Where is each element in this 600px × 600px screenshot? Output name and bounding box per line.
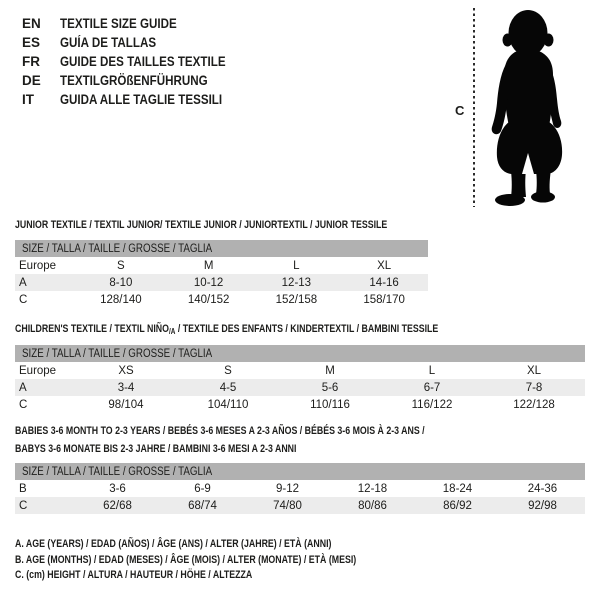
- size-cell: 110/116: [310, 398, 350, 411]
- footnote-a: [15, 537, 442, 553]
- guide-title-es: GUÍA DE TALLAS: [60, 35, 157, 50]
- junior-section-title-text: JUNIOR TEXTILE / TEXTIL JUNIOR/ TEXTILE JUNIOR / JUNIORTEXTIL / JUNIOR TESSILE: [15, 219, 388, 231]
- row-label: C: [19, 398, 28, 411]
- junior-section-title: [15, 216, 480, 234]
- size-cell: 24-36: [527, 482, 558, 495]
- language-code: IT: [22, 92, 34, 107]
- row-label: Europe: [19, 259, 57, 272]
- size-cell: 92/98: [528, 499, 557, 512]
- table-row-height: [15, 497, 585, 514]
- row-label: A: [19, 276, 27, 289]
- size-cell: 14-16: [369, 276, 399, 289]
- size-cell: 4-5: [219, 381, 237, 394]
- table-row-height: [15, 396, 585, 413]
- language-row-it: [22, 90, 253, 109]
- size-cell: XL: [526, 364, 542, 377]
- size-cell: 3-6: [109, 482, 126, 495]
- size-cell: 152/158: [275, 293, 318, 306]
- size-cell: 158/170: [363, 293, 405, 306]
- language-row-de: [22, 71, 253, 90]
- row-label: A: [19, 381, 27, 394]
- children-section-title: [15, 320, 544, 341]
- size-cell: 122/128: [513, 398, 555, 411]
- size-cell: 6-7: [423, 381, 441, 394]
- size-cell: 86/92: [443, 499, 472, 512]
- title-prefix: CHILDREN'S TEXTILE / TEXTIL NIÑO: [15, 323, 169, 335]
- language-row-en: [22, 14, 253, 33]
- table-row-height: [15, 291, 428, 308]
- footnote-c-text: C. (cm) HEIGHT / ALTURA / HAUTEUR / HÖHE / ALTEZZA: [15, 569, 253, 581]
- babies-title-line1: BABIES 3-6 MONTH TO 2-3 YEARS / BEBÉS 3-6 MESES A 2-3 AÑOS / BÉBÉS 3-6 MOIS À 2-3 ANS /: [15, 425, 425, 437]
- language-code: ES: [22, 35, 41, 50]
- size-cell: 7-8: [525, 381, 543, 394]
- junior-size-table: [15, 240, 428, 308]
- children-size-table: [15, 345, 585, 413]
- size-cell: 98/104: [108, 398, 144, 411]
- title-subscript: /A: [168, 327, 176, 336]
- language-code: EN: [22, 16, 41, 31]
- size-cell: 12-13: [281, 276, 312, 289]
- height-measure-dashed-line: [473, 8, 475, 207]
- legend-footnotes: [15, 537, 442, 584]
- table-row-age-months: [15, 480, 585, 497]
- guide-title-de: TEXTILGRÖßENFÜHRUNG: [60, 73, 208, 88]
- size-table-header: [15, 240, 428, 257]
- row-label: C: [19, 499, 28, 512]
- language-code: DE: [22, 73, 41, 88]
- size-cell: 104/110: [207, 398, 249, 411]
- footnote-c: [15, 568, 442, 584]
- language-row-fr: [22, 52, 253, 71]
- size-cell: 10-12: [193, 276, 224, 289]
- size-cell: 128/140: [100, 293, 142, 306]
- size-header-text: SIZE / TALLA / TAILLE / GRÖSSE / TAGLIA: [22, 347, 213, 360]
- table-row-age: [15, 379, 585, 396]
- size-cell: XS: [118, 364, 134, 377]
- babies-section-title: [15, 422, 527, 458]
- size-table-header: [15, 463, 585, 480]
- language-code: FR: [22, 54, 40, 69]
- table-row-europe: [15, 362, 585, 379]
- size-cell: 5-6: [321, 381, 339, 394]
- size-cell: 74/80: [273, 499, 302, 512]
- size-table-header: [15, 345, 585, 362]
- guide-title-fr: GUIDE DES TAILLES TEXTILE: [60, 54, 226, 69]
- babies-size-table: [15, 463, 585, 514]
- guide-title-it: GUIDA ALLE TAGLIE TESSILI: [60, 92, 223, 107]
- size-cell: S: [117, 259, 125, 272]
- footnote-b: [15, 553, 442, 569]
- size-cell: 9-12: [275, 482, 300, 495]
- size-cell: 18-24: [442, 482, 473, 495]
- size-cell: S: [224, 364, 232, 377]
- height-measure-label: C: [455, 103, 465, 118]
- baby-silhouette-icon: [482, 7, 577, 208]
- footnote-b-text: B. AGE (MONTHS) / EDAD (MESES) / ÂGE (MOIS) / ALTER (MONATE) / ETÀ (MESI): [15, 553, 357, 566]
- size-cell: L: [428, 364, 436, 377]
- footnote-a-text: A. AGE (YEARS) / EDAD (AÑOS) / ÂGE (ANS) / ALTER (JAHRE) / ETÀ (ANNI): [15, 538, 332, 550]
- row-label: C: [19, 293, 28, 306]
- table-row-age: [15, 274, 428, 291]
- size-cell: 12-18: [357, 482, 388, 495]
- size-cell: 8-10: [109, 276, 133, 289]
- size-cell: 6-9: [194, 482, 211, 495]
- size-cell: 80/86: [358, 499, 387, 512]
- guide-title-en: TEXTILE SIZE GUIDE: [60, 16, 177, 31]
- size-cell: 116/122: [411, 398, 453, 411]
- size-cell: M: [325, 364, 335, 377]
- size-header-text: SIZE / TALLA / TAILLE / GRÖSSE / TAGLIA: [22, 242, 213, 255]
- row-label: Europe: [19, 364, 57, 377]
- size-cell: 3-4: [117, 381, 135, 394]
- size-cell: M: [203, 259, 214, 272]
- size-cell: 62/68: [103, 499, 132, 512]
- size-cell: XL: [377, 259, 392, 272]
- children-section-title-text: [15, 320, 438, 341]
- size-cell: 140/152: [187, 293, 230, 306]
- size-header-text: SIZE / TALLA / TAILLE / GRÖSSE / TAGLIA: [22, 465, 213, 478]
- row-label: B: [19, 482, 27, 495]
- language-title-list: [22, 14, 253, 109]
- size-cell: L: [293, 259, 300, 272]
- babies-title-line2: BABYS 3-6 MONATE BIS 2-3 JAHRE / BAMBINI 3-6 MESI A 2-3 ANNI: [15, 443, 297, 455]
- size-cell: 68/74: [188, 499, 217, 512]
- title-suffix: / TEXTILE DES ENFANTS / KINDERTEXTIL / BAMBINI TESSILE: [175, 323, 439, 335]
- language-row-es: [22, 33, 253, 52]
- table-row-europe: [15, 257, 428, 274]
